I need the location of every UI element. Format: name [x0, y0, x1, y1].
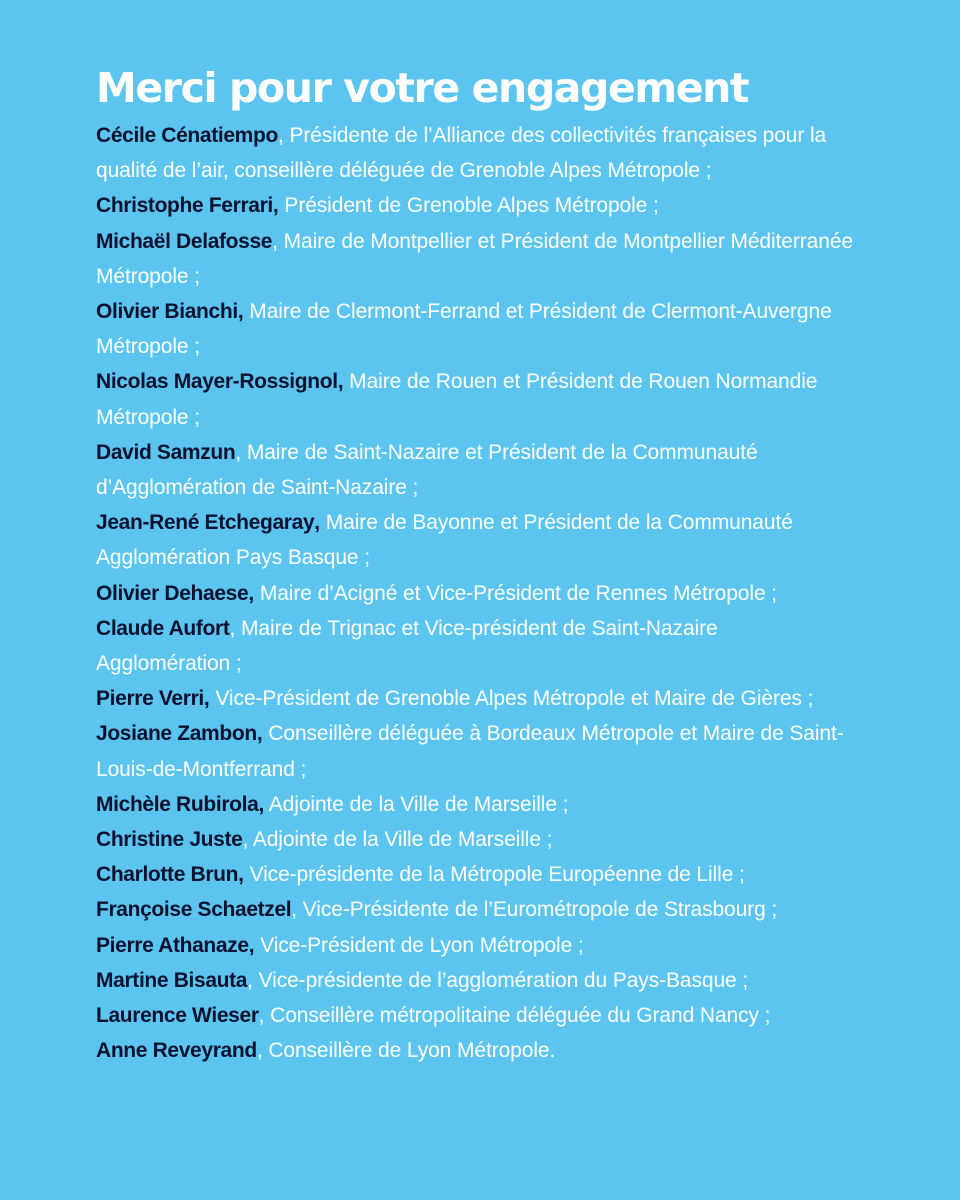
separator: ,: [256, 1039, 263, 1063]
separator: ,: [314, 511, 321, 535]
page-title: Merci pour votre engagement: [96, 64, 749, 112]
list-item: [96, 681, 856, 716]
person-role: Maire d’Acigné et Vice-Président de Rennes Métropole ;: [254, 581, 777, 605]
person-name: Martine Bisauta: [96, 968, 248, 992]
separator: ,: [277, 124, 284, 147]
person-name: Anne Reveyrand: [96, 1039, 257, 1063]
list-item: [96, 787, 856, 822]
list-item: [96, 1033, 856, 1068]
people-list: [96, 118, 856, 1068]
person-role: Maire de Bayonne et Président de la Communauté Agglomération Pays Basque ;: [96, 511, 793, 570]
list-item: [96, 364, 856, 434]
person-name: Jean-René Etchegaray: [96, 511, 315, 535]
person-name: Christophe Ferrari: [96, 194, 273, 218]
separator: ,: [235, 440, 242, 464]
person-name: Michaël Delafosse: [96, 229, 273, 253]
separator: ,: [291, 898, 298, 922]
person-role: Vice-présidente de la Métropole Européenne de Lille ;: [243, 863, 745, 887]
person-role: Vice-Président de Lyon Métropole ;: [254, 933, 584, 957]
person-role: Adjointe de la Ville de Marseille ;: [264, 792, 569, 816]
separator: ,: [203, 687, 210, 711]
person-name: Nicolas Mayer-Rossignol: [96, 370, 338, 394]
person-name: Laurence Wieser: [96, 1004, 259, 1028]
separator: ,: [229, 616, 236, 640]
list-item: [96, 611, 856, 681]
list-item: [96, 963, 856, 998]
person-name: Olivier Bianchi: [96, 300, 238, 324]
person-role: Maire de Saint-Nazaire et Président de la Communauté d’Agglomération de Saint-Nazaire ;: [96, 440, 758, 500]
list-item: [96, 892, 856, 927]
person-name: Pierre Athanaze: [96, 933, 249, 957]
separator: ,: [337, 370, 344, 394]
separator: ,: [237, 300, 244, 324]
person-role: Vice-Présidente de l’Eurométropole de Strasbourg ;: [297, 898, 778, 922]
list-item: [96, 928, 856, 963]
person-role: Maire de Rouen et Président de Rouen Normandie Métropole ;: [96, 370, 818, 429]
separator: ,: [258, 792, 265, 816]
separator: ,: [247, 968, 253, 992]
separator: ,: [272, 229, 278, 253]
separator: ,: [238, 863, 244, 887]
person-name: Pierre Verri: [96, 687, 204, 711]
separator: ,: [256, 722, 263, 746]
person-role: Conseillère métropolitaine déléguée du Grand Nancy ;: [264, 1004, 771, 1028]
person-name: Cécile Cénatiempo: [96, 124, 278, 147]
list-item: [96, 576, 856, 611]
separator: ,: [248, 581, 255, 605]
person-role: Adjointe de la Ville de Marseille ;: [248, 828, 553, 852]
person-role: Conseillère déléguée à Bordeaux Métropole et Maire de Saint-Louis-de-Montferrand ;: [96, 722, 844, 781]
person-name: Françoise Schaetzel: [96, 898, 292, 922]
person-name: Michèle Rubirola: [96, 792, 259, 816]
list-item: [96, 435, 856, 505]
person-name: Olivier Dehaese: [96, 581, 249, 605]
person-role: Présidente de l’Alliance des collectivités françaises pour la qualité de l’air, conseillère déléguée de Grenoble Alpes Métropole ;: [96, 124, 827, 183]
person-role: Maire de Montpellier et Président de Montpellier Méditerranée Métropole ;: [96, 229, 853, 288]
person-name: Claude Aufort: [96, 616, 230, 640]
person-role: Conseillère de Lyon Métropole.: [262, 1039, 556, 1063]
person-role: Vice-Président de Grenoble Alpes Métropole et Maire de Gières ;: [209, 687, 814, 711]
separator: ,: [272, 194, 279, 218]
separator: ,: [248, 933, 255, 957]
person-name: Christine Juste: [96, 828, 243, 852]
list-item: [96, 998, 856, 1033]
person-role: Vice-présidente de l’agglomération du Pays-Basque ;: [252, 968, 749, 992]
list-item: [96, 118, 856, 188]
person-role: Maire de Trignac et Vice-président de Saint-Nazaire Agglomération ;: [96, 616, 718, 676]
list-item: [96, 716, 856, 786]
list-item: [96, 188, 856, 223]
list-item: [96, 857, 856, 892]
separator: ,: [242, 828, 249, 852]
thanks-panel: [96, 62, 856, 1068]
list-item: [96, 294, 856, 364]
list-item: [96, 224, 856, 294]
person-name: Charlotte Brun: [96, 863, 239, 887]
person-role: Maire de Clermont-Ferrand et Président de Clermont-Auvergne Métropole ;: [96, 300, 832, 359]
separator: ,: [258, 1004, 265, 1028]
person-name: David Samzun: [96, 440, 236, 464]
list-item: [96, 822, 856, 857]
person-role: Président de Grenoble Alpes Métropole ;: [278, 194, 659, 218]
person-name: Josiane Zambon: [96, 722, 257, 746]
list-item: [96, 505, 856, 575]
